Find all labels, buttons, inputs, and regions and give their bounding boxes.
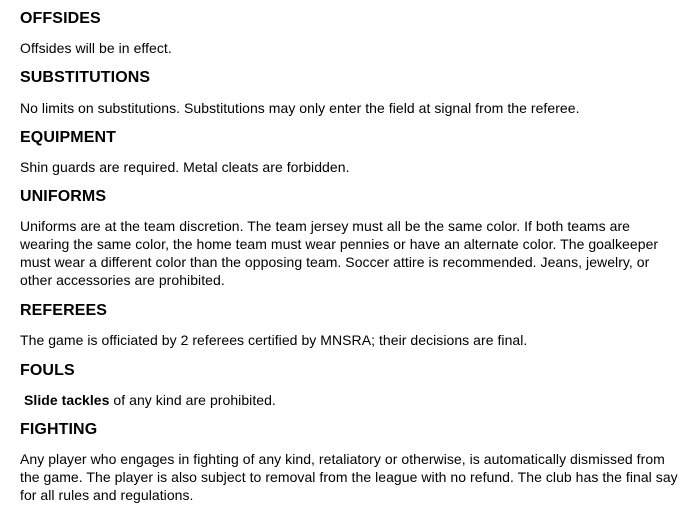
text-uniforms: Uniforms are at the team discretion. The team jersey must all be the same color. If both teams are wearing the same color, the home team must wear pennies or have an alternate color. The goalkeeper must wear a different color than the opposing team. Soccer attire is recommended. Jeans, jewelry, or other accessories are prohibited. — [20, 218, 659, 288]
slide-tackles-term: Slide tackles — [24, 392, 110, 408]
section-referees — [20, 301, 680, 349]
section-fouls — [20, 361, 680, 409]
section-substitutions — [20, 68, 680, 117]
section-fighting — [20, 420, 680, 504]
text-referees: The game is officiated by 2 referees certified by MNSRA; their decisions are final. — [20, 332, 528, 348]
section-offsides — [20, 9, 680, 57]
heading-offsides: OFFSIDES — [20, 10, 101, 27]
heading-referees: REFEREES — [20, 302, 108, 319]
text-equipment: Shin guards are required. Metal cleats are forbidden. — [20, 159, 350, 175]
text-offsides: Offsides will be in effect. — [20, 40, 172, 56]
text-substitutions: No limits on substitutions. Substitutions may only enter the field at signal from the referee. — [20, 100, 580, 116]
heading-uniforms: UNIFORMS — [20, 188, 107, 205]
text-fouls — [20, 391, 680, 409]
heading-equipment: EQUIPMENT — [20, 129, 117, 146]
text-fouls-rest: of any kind are prohibited. — [109, 392, 276, 408]
heading-fighting: FIGHTING — [20, 421, 98, 438]
section-uniforms — [20, 187, 680, 289]
section-equipment — [20, 128, 680, 176]
heading-fouls: FOULS — [20, 362, 75, 379]
heading-substitutions: SUBSTITUTIONS — [20, 69, 151, 86]
text-fighting: Any player who engages in fighting of any kind, retaliatory or otherwise, is automatically dismissed from the game. The player is also subject to removal from the league with no refund. The club has the final say for all rules and regulations. — [20, 451, 678, 503]
